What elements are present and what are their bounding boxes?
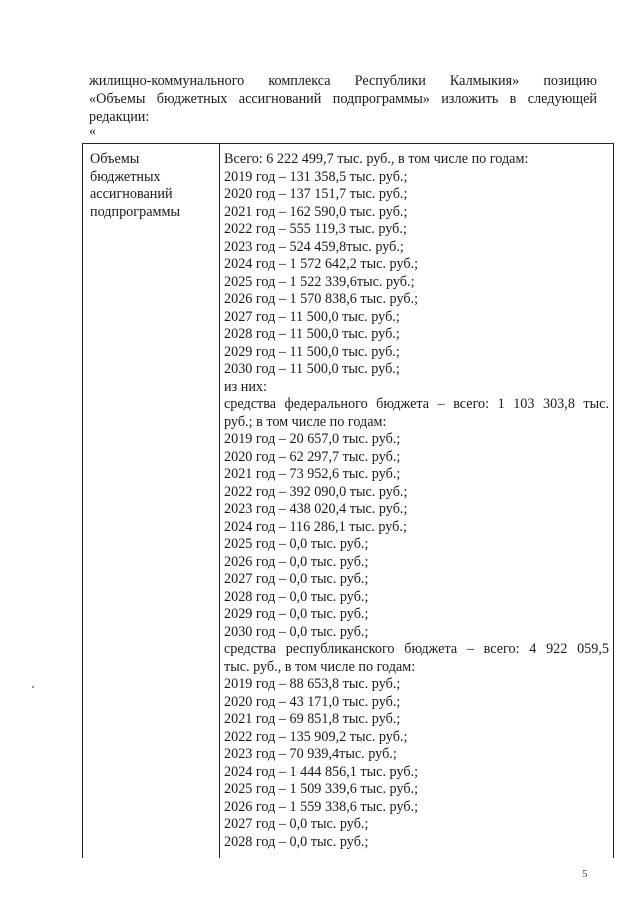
total-years-list <box>224 169 609 379</box>
page-number: 5 <box>582 868 588 880</box>
republic-years-list <box>224 676 609 851</box>
row-label-line: Объемы <box>90 151 140 167</box>
total-year-item: 2030 год – 11 500,0 тыс. руб.; <box>224 361 400 377</box>
republic-heading-cont: тыс. руб., в том числе по годам: <box>224 658 416 675</box>
scan-speck <box>32 686 34 688</box>
federal-year-item: 2021 год – 73 952,6 тыс. руб.; <box>224 466 401 482</box>
row-label-line: бюджетных <box>90 168 161 185</box>
federal-year-item: 2019 год – 20 657,0 тыс. руб.; <box>224 431 401 447</box>
total-year-item: 2025 год – 1 522 339,6тыс. руб.; <box>224 273 415 290</box>
republic-year-item: 2024 год – 1 444 856,1 тыс. руб.; <box>224 763 419 780</box>
total-year-item: 2024 год – 1 572 642,2 тыс. руб.; <box>224 256 419 272</box>
republic-heading: средства республиканского бюджета – всего: 4 922 059,5 <box>224 641 609 657</box>
republic-year-item: 2019 год – 88 653,8 тыс. руб.; <box>224 676 401 692</box>
federal-heading: средства федерального бюджета – всего: 1 103 303,8 тыс. <box>224 396 609 412</box>
total-year-item: 2022 год – 555 119,3 тыс. руб.; <box>224 221 407 237</box>
federal-year-item: 2026 год – 0,0 тыс. руб.; <box>224 553 369 570</box>
row-label-line: подпрограммы <box>90 203 180 220</box>
republic-year-item: 2028 год – 0,0 тыс. руб.; <box>224 833 369 850</box>
intro-line-3: редакции: <box>89 109 150 125</box>
total-year-item: 2029 год – 11 500,0 тыс. руб.; <box>224 343 400 360</box>
row-label-cell <box>90 151 215 221</box>
total-year-item: 2026 год – 1 570 838,6 тыс. руб.; <box>224 291 419 307</box>
federal-year-item: 2029 год – 0,0 тыс. руб.; <box>224 606 369 622</box>
total-year-item: 2021 год – 162 590,0 тыс. руб.; <box>224 203 408 220</box>
total-year-item: 2028 год – 11 500,0 тыс. руб.; <box>224 326 400 342</box>
row-label-line: ассигнований <box>90 186 173 202</box>
intro-line-1: жилищно-коммунального комплекса Республики Калмыкия» позицию <box>89 73 597 89</box>
total-line: Всего: 6 222 499,7 тыс. руб., в том числе по годам: <box>224 151 529 167</box>
federal-year-item: 2020 год – 62 297,7 тыс. руб.; <box>224 448 401 465</box>
total-year-item: 2027 год – 11 500,0 тыс. руб.; <box>224 308 400 325</box>
federal-year-item: 2028 год – 0,0 тыс. руб.; <box>224 588 369 605</box>
federal-years-list <box>224 431 609 641</box>
budget-table <box>82 143 614 858</box>
intro-line-2: «Объемы бюджетных ассигнований подпрограммы» изложить в следующей <box>89 91 597 107</box>
column-divider <box>219 144 220 858</box>
federal-year-item: 2025 год – 0,0 тыс. руб.; <box>224 536 369 552</box>
intro-paragraph <box>89 72 597 126</box>
republic-year-item: 2022 год – 135 909,2 тыс. руб.; <box>224 728 408 745</box>
republic-year-item: 2025 год – 1 509 339,6 тыс. руб.; <box>224 781 419 797</box>
republic-year-item: 2027 год – 0,0 тыс. руб.; <box>224 816 369 832</box>
total-year-item: 2020 год – 137 151,7 тыс. руб.; <box>224 186 408 202</box>
federal-year-item: 2024 год – 116 286,1 тыс. руб.; <box>224 518 407 535</box>
republic-year-item: 2020 год – 43 171,0 тыс. руб.; <box>224 693 401 710</box>
federal-year-item: 2027 год – 0,0 тыс. руб.; <box>224 571 369 587</box>
row-value-cell <box>224 151 609 851</box>
federal-year-item: 2022 год – 392 090,0 тыс. руб.; <box>224 483 408 500</box>
federal-year-item: 2023 год – 438 020,4 тыс. руб.; <box>224 501 408 517</box>
republic-year-item: 2023 год – 70 939,4тыс. руб.; <box>224 746 397 762</box>
total-year-item: 2019 год – 131 358,5 тыс. руб.; <box>224 168 408 185</box>
federal-heading-cont: руб.; в том числе по годам: <box>224 413 387 430</box>
republic-year-item: 2026 год – 1 559 338,6 тыс. руб.; <box>224 798 419 815</box>
total-year-item: 2023 год – 524 459,8тыс. руб.; <box>224 238 404 255</box>
opening-quote: « <box>89 124 96 139</box>
republic-year-item: 2021 год – 69 851,8 тыс. руб.; <box>224 711 401 727</box>
federal-year-item: 2030 год – 0,0 тыс. руб.; <box>224 623 369 640</box>
of-which-label: из них: <box>224 378 267 395</box>
